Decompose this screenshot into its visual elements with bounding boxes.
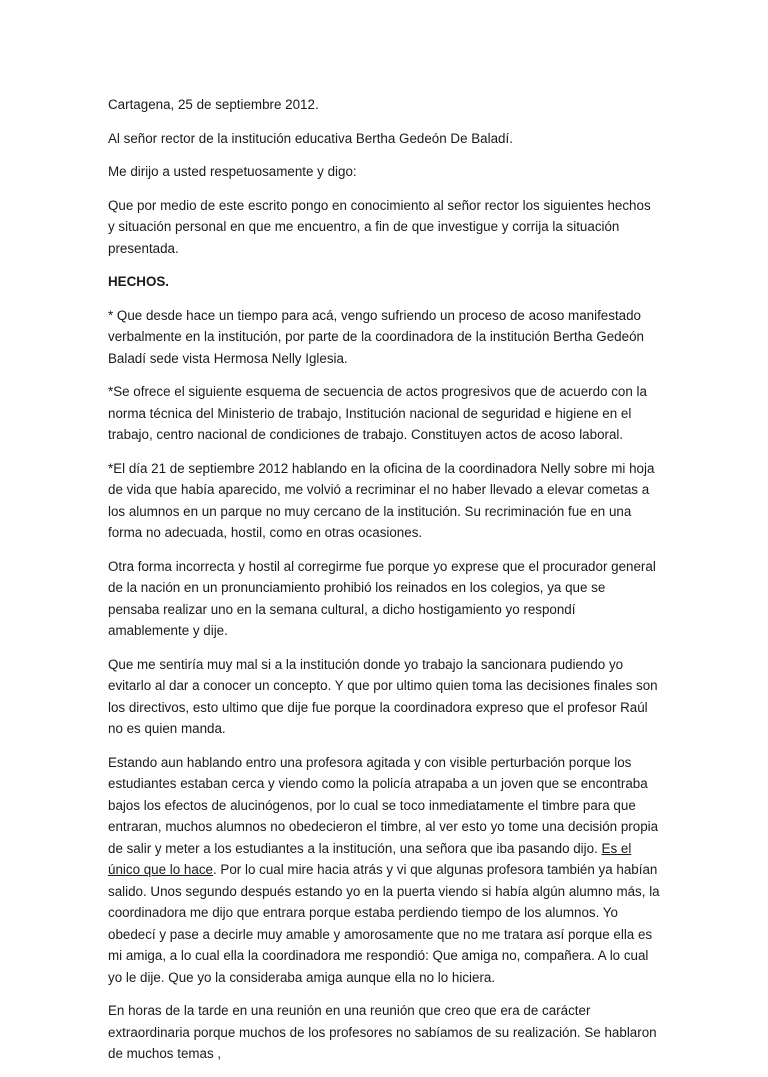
paragraph-7: En horas de la tarde en una reunión en una reunión que creo que era de carácter extraordinaria porque muchos de los profesores no sabíamos de su realización. Se hablaron de muchos temas ,: [108, 1003, 657, 1061]
paragraph-4: Otra forma incorrecta y hostil al corregirme fue porque yo exprese que el procurador general de la nación en un pronunciamiento prohibió los reinados en los colegios, ya que se pensaba realizar uno en la semana cultural, a dicho hostigamiento yo respondí amablemente y dije.: [108, 558, 656, 638]
underlined-quote: Es el único que lo hace: [108, 840, 632, 877]
paragraph-1: * Que desde hace un tiempo para acá, vengo sufriendo un proceso de acoso manifestado verbalmente en la institución, por parte de la coordinadora de la institución Bertha Gedeón Baladí sede vista Hermosa Nelly Iglesia.: [108, 307, 644, 366]
paragraph-5: Que me sentiría muy mal si a la institución donde yo trabajo la sancionara pudiendo yo evitarlo al dar a conocer un concepto. Y que por ultimo quien toma las decisiones finales son los directivos, esto ultimo que dije fue porque la coordinadora expreso que el profesor Raúl no es quien manda.: [108, 656, 658, 736]
paragraph-2: *Se ofrece el siguiente esquema de secuencia de actos progresivos que de acuerdo con la norma técnica del Ministerio de trabajo, Institución nacional de seguridad e higiene en el trabajo, centro nacional de condiciones de trabajo. Constituyen actos de acoso laboral.: [108, 384, 647, 442]
salutation-line: Me dirijo a usted respetuosamente y digo:: [108, 164, 357, 179]
facts-heading: HECHOS.: [108, 274, 170, 289]
paragraph-6-end: . Por lo cual mire hacia atrás y vi que algunas profesora también ya habían salido. Unos segundo después estando yo en la puerta viendo si había algún alumno más, la coordinadora me dijo que entrara porque estaba perdiendo tiempo de los alumnos. Yo obedecí y pase a decirle muy amable y amorosamente que no me tratara así porque ella es mi amiga, a lo cual ella la coordinadora me respondió: Que amiga no, compañera. A lo cual yo le dije. Que yo la consideraba amiga aunque ella no lo hiciera.: [108, 862, 660, 985]
intro-paragraph: Que por medio de este escrito pongo en conocimiento al señor rector los siguientes hechos y situación personal en que me encuentro, a fin de que investigue y corrija la situación presentada.: [108, 197, 651, 256]
letter-body: [108, 94, 660, 1077]
paragraph-3: *El día 21 de septiembre 2012 hablando en la oficina de la coordinadora Nelly sobre mi hoja de vida que había aparecido, me volvió a recriminar el no haber llevado a elevar cometas a los alumnos en un parque no muy cercano de la institución. Su recriminación fue en una forma no adecuada, hostil, como en otras ocasiones.: [108, 460, 655, 540]
date-line: Cartagena, 25 de septiembre 2012.: [108, 97, 319, 112]
paragraph-6-start: Estando aun hablando entro una profesora agitada y con visible perturbación porque los estudiantes estaban cerca y viendo como la policía atrapaba a un joven que se encontraba bajos los efectos de alucinógenos, por lo cual se toco inmediatamente el timbre para que entraran, muchos alumnos no obedecieron el timbre, al ver esto yo tome una decisión propia de salir y meter a los estudiantes a la institución, una señora que iba pasando dijo.: [108, 754, 659, 856]
paragraph-6: [108, 752, 660, 989]
addressee-line: Al señor rector de la institución educativa Bertha Gedeón De Baladí.: [108, 130, 513, 146]
